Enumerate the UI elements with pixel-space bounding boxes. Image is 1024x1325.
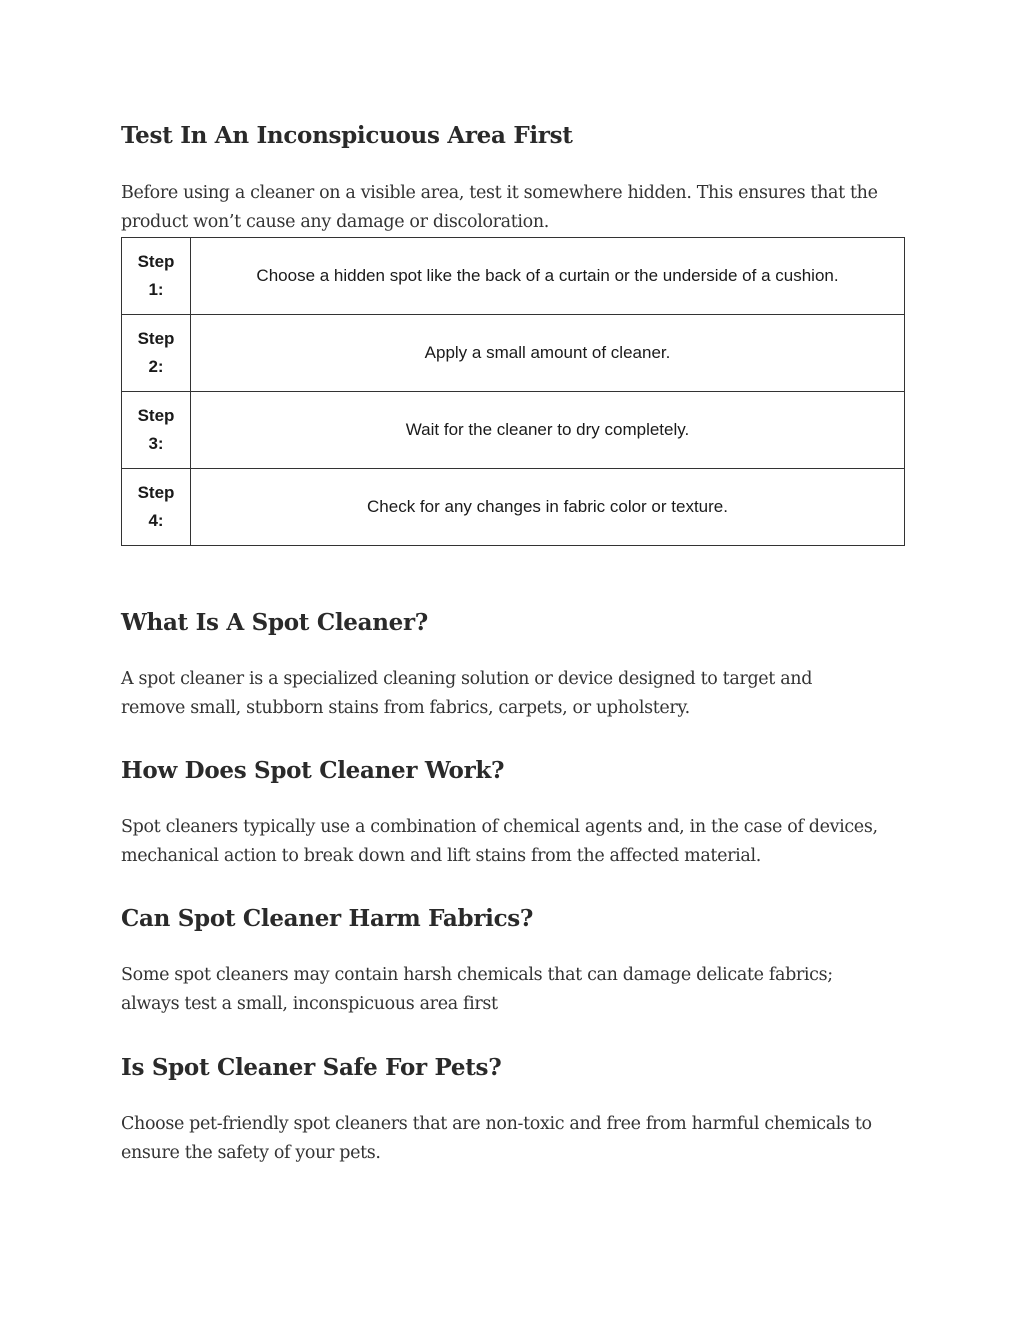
table-row — [122, 469, 905, 546]
step-label-cell — [122, 392, 191, 469]
faq-question-heading: Is Spot Cleaner Safe For Pets? — [121, 1054, 502, 1081]
step-description-cell: Check for any changes in fabric color or texture. — [191, 469, 905, 546]
faq-question-heading: What Is A Spot Cleaner? — [121, 609, 428, 636]
faq-question-heading: Can Spot Cleaner Harm Fabrics? — [121, 905, 534, 932]
step-label-number: 2: — [148, 357, 164, 376]
table-row — [122, 392, 905, 469]
table-row — [122, 238, 905, 315]
step-label-cell — [122, 315, 191, 392]
steps-table — [121, 237, 905, 546]
step-label-number: 1: — [148, 280, 164, 299]
step-label-word: Step — [137, 483, 175, 502]
step-label-word: Step — [137, 252, 175, 271]
section-paragraph-test-area: Before using a cleaner on a visible area, test it somewhere hidden. This ensures that the product won’t cause any damage or discoloration. — [121, 183, 878, 232]
step-description-cell: Apply a small amount of cleaner. — [191, 315, 905, 392]
table-row — [122, 315, 905, 392]
step-description-cell: Choose a hidden spot like the back of a curtain or the underside of a cushion. — [191, 238, 905, 315]
faq-answer-paragraph: A spot cleaner is a specialized cleaning solution or device designed to target and remove small, stubborn stains from fabrics, carpets, or upholstery. — [121, 669, 813, 718]
step-label-number: 3: — [148, 434, 164, 453]
step-description-cell: Wait for the cleaner to dry completely. — [191, 392, 905, 469]
step-label-cell — [122, 469, 191, 546]
step-label-word: Step — [137, 406, 175, 425]
step-label-number: 4: — [148, 511, 164, 530]
faq-answer-paragraph: Spot cleaners typically use a combination of chemical agents and, in the case of devices, mechanical action to break down and lift stains from the affected material. — [121, 817, 878, 866]
faq-question-heading: How Does Spot Cleaner Work? — [121, 757, 505, 784]
step-label-word: Step — [137, 329, 175, 348]
section-heading-test-area: Test In An Inconspicuous Area First — [121, 122, 573, 149]
step-label-cell — [122, 238, 191, 315]
faq-answer-paragraph: Some spot cleaners may contain harsh chemicals that can damage delicate fabrics; always test a small, inconspicuous area first — [121, 965, 833, 1014]
faq-answer-paragraph: Choose pet-friendly spot cleaners that are non-toxic and free from harmful chemicals to ensure the safety of your pets. — [121, 1114, 872, 1163]
